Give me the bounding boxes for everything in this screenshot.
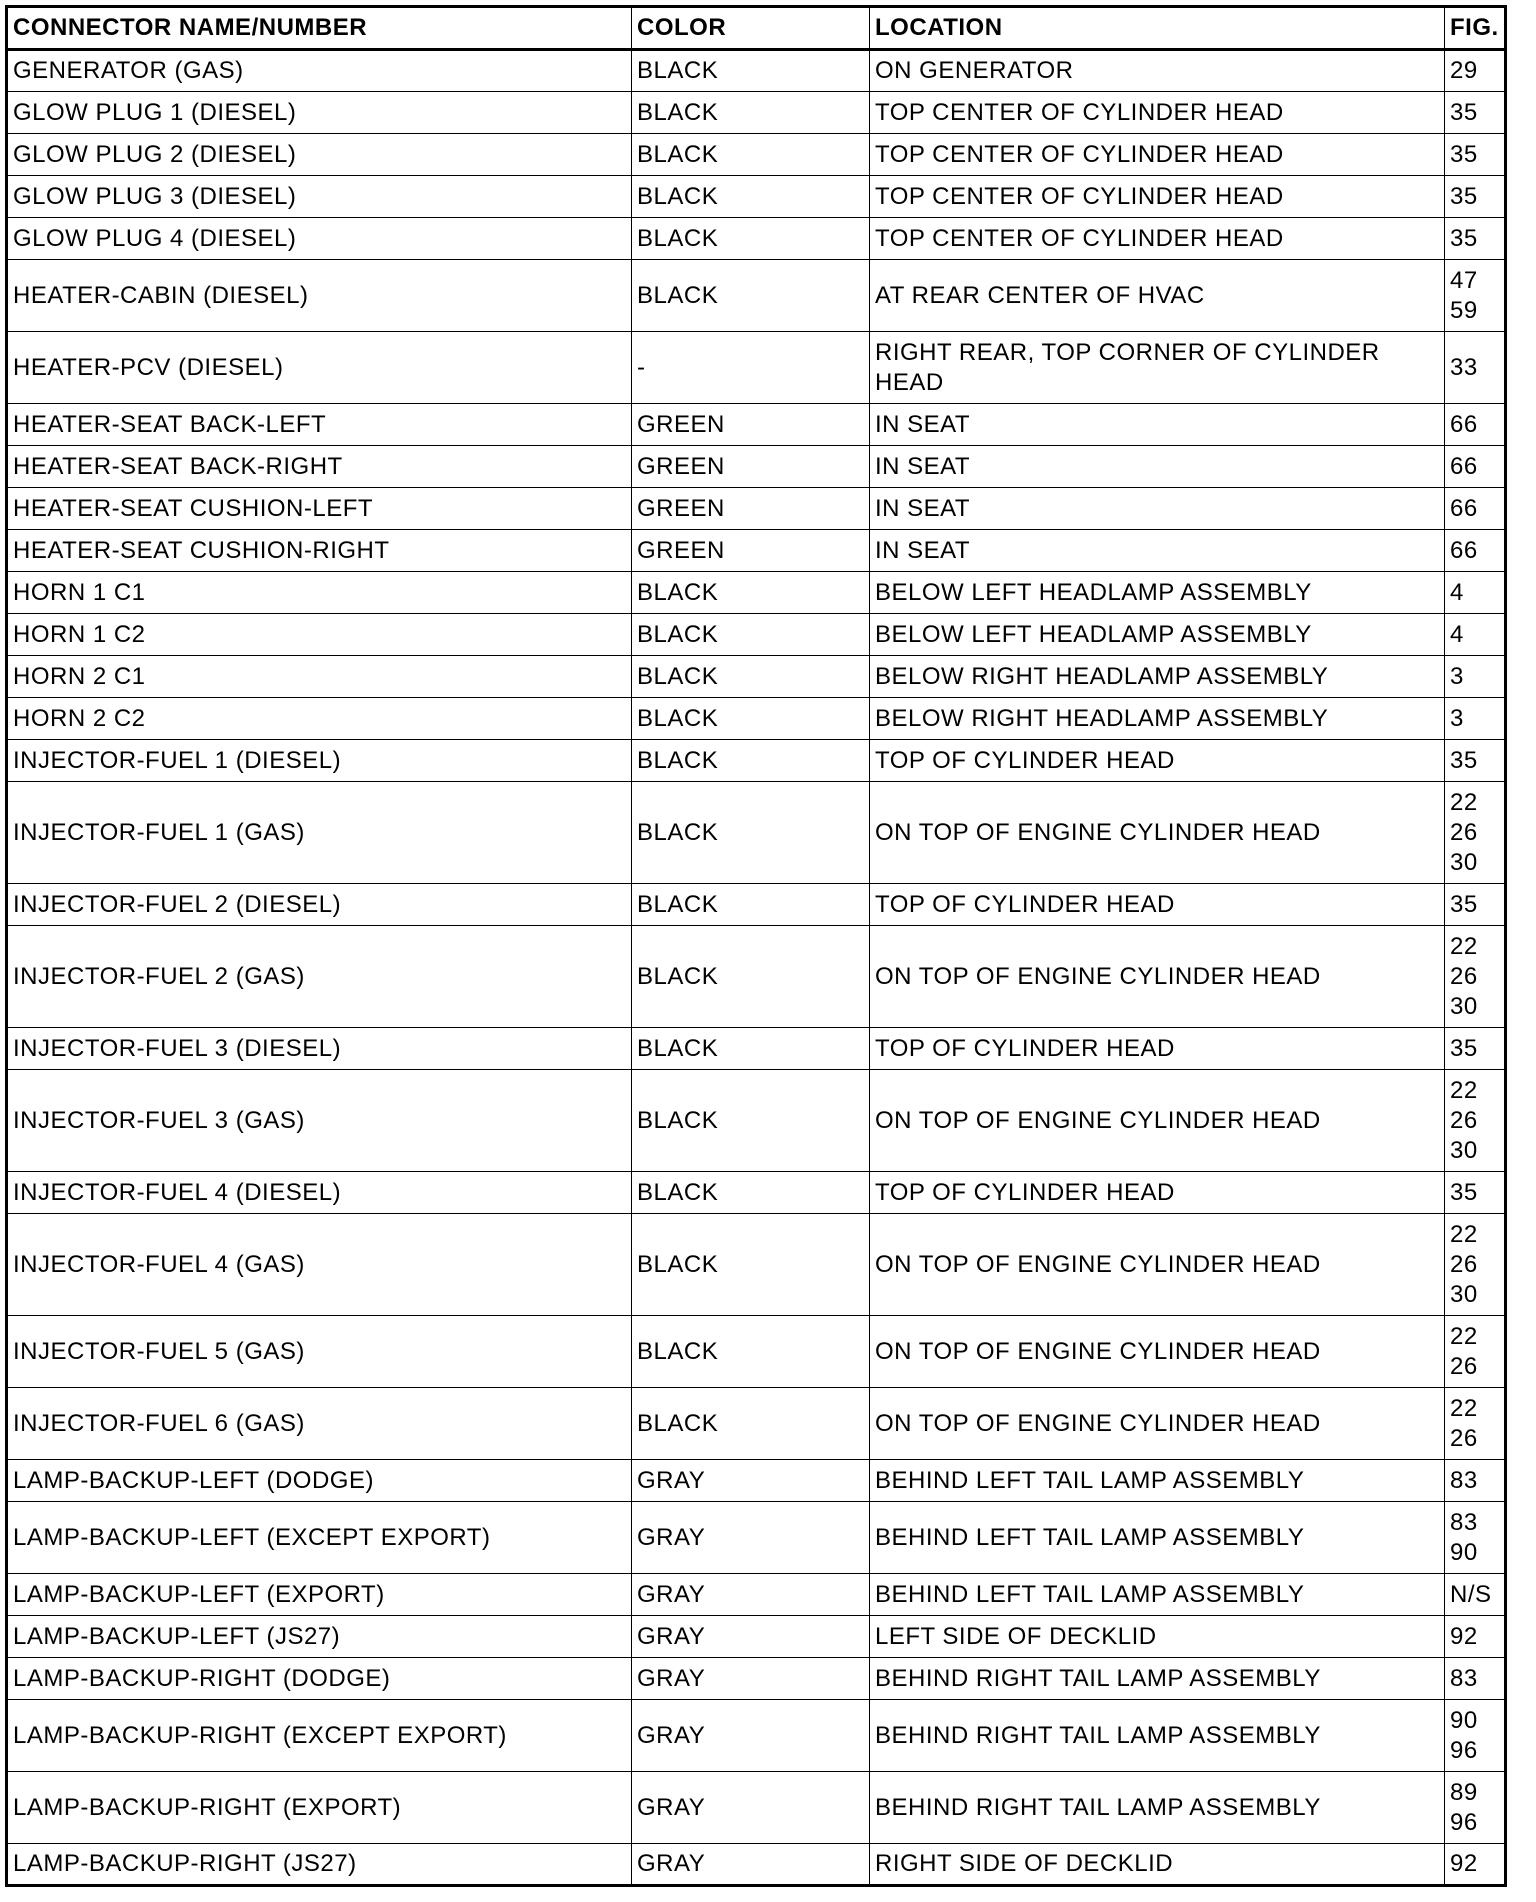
location-cell: ON TOP OF ENGINE CYLINDER HEAD bbox=[870, 1214, 1445, 1316]
fig-number: 92 bbox=[1450, 1622, 1478, 1650]
fig-cell bbox=[1445, 218, 1506, 260]
fig-number: 96 bbox=[1450, 1736, 1478, 1764]
fig-number: 92 bbox=[1450, 1850, 1478, 1877]
color-cell: BLACK bbox=[632, 92, 870, 134]
fig-number: 66 bbox=[1450, 452, 1478, 480]
color-cell: BLACK bbox=[632, 884, 870, 926]
color-cell: BLACK bbox=[632, 1028, 870, 1070]
header-fig: FIG. bbox=[1445, 7, 1506, 50]
fig-cell bbox=[1445, 1214, 1506, 1316]
fig-number: 83 bbox=[1450, 1508, 1478, 1536]
color-cell: GRAY bbox=[632, 1574, 870, 1616]
fig-cell bbox=[1445, 572, 1506, 614]
location-cell: TOP OF CYLINDER HEAD bbox=[870, 884, 1445, 926]
fig-number: 35 bbox=[1450, 224, 1478, 252]
fig-cell bbox=[1445, 260, 1506, 332]
location-cell: TOP CENTER OF CYLINDER HEAD bbox=[870, 92, 1445, 134]
color-cell: GREEN bbox=[632, 488, 870, 530]
table-row bbox=[7, 1070, 1506, 1172]
fig-cell bbox=[1445, 614, 1506, 656]
fig-number: 30 bbox=[1450, 1280, 1478, 1308]
fig-number: 33 bbox=[1450, 353, 1478, 381]
connector-name-cell: HORN 1 C2 bbox=[7, 614, 632, 656]
connector-name-cell: LAMP-BACKUP-RIGHT (EXPORT) bbox=[7, 1772, 632, 1844]
fig-number: 22 bbox=[1450, 1322, 1478, 1350]
location-cell: BEHIND LEFT TAIL LAMP ASSEMBLY bbox=[870, 1460, 1445, 1502]
color-cell: GRAY bbox=[632, 1460, 870, 1502]
fig-cell bbox=[1445, 488, 1506, 530]
fig-cell bbox=[1445, 92, 1506, 134]
connector-name-cell: INJECTOR-FUEL 4 (DIESEL) bbox=[7, 1172, 632, 1214]
table-row bbox=[7, 572, 1506, 614]
connector-name-cell: HORN 2 C2 bbox=[7, 698, 632, 740]
fig-number: 59 bbox=[1450, 296, 1478, 324]
connector-name-cell: INJECTOR-FUEL 4 (GAS) bbox=[7, 1214, 632, 1316]
fig-cell bbox=[1445, 1616, 1506, 1658]
location-cell: BEHIND LEFT TAIL LAMP ASSEMBLY bbox=[870, 1502, 1445, 1574]
table-row bbox=[7, 656, 1506, 698]
location-cell: LEFT SIDE OF DECKLID bbox=[870, 1616, 1445, 1658]
color-cell: BLACK bbox=[632, 1172, 870, 1214]
color-cell: BLACK bbox=[632, 1316, 870, 1388]
fig-cell bbox=[1445, 884, 1506, 926]
location-cell: IN SEAT bbox=[870, 488, 1445, 530]
fig-cell bbox=[1445, 1502, 1506, 1574]
fig-number: 83 bbox=[1450, 1466, 1478, 1494]
fig-cell bbox=[1445, 530, 1506, 572]
location-cell: BELOW RIGHT HEADLAMP ASSEMBLY bbox=[870, 698, 1445, 740]
fig-number: 35 bbox=[1450, 1178, 1478, 1206]
fig-number: 3 bbox=[1450, 662, 1464, 690]
fig-cell bbox=[1445, 176, 1506, 218]
fig-number: 29 bbox=[1450, 57, 1478, 84]
table-row bbox=[7, 1214, 1506, 1316]
fig-cell bbox=[1445, 1172, 1506, 1214]
table-row bbox=[7, 1574, 1506, 1616]
fig-number: 30 bbox=[1450, 1136, 1478, 1164]
color-cell: BLACK bbox=[632, 926, 870, 1028]
table-row bbox=[7, 404, 1506, 446]
table-row bbox=[7, 1844, 1506, 1886]
color-cell: BLACK bbox=[632, 218, 870, 260]
table-row bbox=[7, 1172, 1506, 1214]
connector-name-cell: GLOW PLUG 3 (DIESEL) bbox=[7, 176, 632, 218]
table-row bbox=[7, 134, 1506, 176]
table-row bbox=[7, 1772, 1506, 1844]
location-cell: IN SEAT bbox=[870, 530, 1445, 572]
fig-cell bbox=[1445, 1844, 1506, 1886]
fig-number: 90 bbox=[1450, 1706, 1478, 1734]
fig-number: 35 bbox=[1450, 182, 1478, 210]
location-cell: BELOW LEFT HEADLAMP ASSEMBLY bbox=[870, 572, 1445, 614]
connector-name-cell: GENERATOR (GAS) bbox=[7, 50, 632, 92]
connector-name-cell: INJECTOR-FUEL 1 (DIESEL) bbox=[7, 740, 632, 782]
connector-name-cell: HORN 2 C1 bbox=[7, 656, 632, 698]
table-row bbox=[7, 1388, 1506, 1460]
fig-number: 96 bbox=[1450, 1808, 1478, 1836]
table-row bbox=[7, 176, 1506, 218]
connector-name-cell: LAMP-BACKUP-RIGHT (EXCEPT EXPORT) bbox=[7, 1700, 632, 1772]
location-cell: TOP CENTER OF CYLINDER HEAD bbox=[870, 134, 1445, 176]
color-cell: BLACK bbox=[632, 50, 870, 92]
location-cell: ON TOP OF ENGINE CYLINDER HEAD bbox=[870, 782, 1445, 884]
connector-name-cell: HEATER-PCV (DIESEL) bbox=[7, 332, 632, 404]
location-cell: TOP CENTER OF CYLINDER HEAD bbox=[870, 176, 1445, 218]
table-row bbox=[7, 1616, 1506, 1658]
connector-name-cell: HEATER-SEAT CUSHION-RIGHT bbox=[7, 530, 632, 572]
color-cell: GRAY bbox=[632, 1772, 870, 1844]
fig-number: 26 bbox=[1450, 1424, 1478, 1452]
connector-name-cell: GLOW PLUG 4 (DIESEL) bbox=[7, 218, 632, 260]
table-row bbox=[7, 488, 1506, 530]
header-row bbox=[7, 7, 1506, 50]
fig-number: 47 bbox=[1450, 266, 1478, 294]
fig-cell bbox=[1445, 782, 1506, 884]
fig-number: 66 bbox=[1450, 536, 1478, 564]
table-row bbox=[7, 1028, 1506, 1070]
table-row bbox=[7, 260, 1506, 332]
fig-number: 30 bbox=[1450, 848, 1478, 876]
fig-number: 30 bbox=[1450, 992, 1478, 1020]
fig-cell bbox=[1445, 404, 1506, 446]
connector-name-cell: LAMP-BACKUP-RIGHT (DODGE) bbox=[7, 1658, 632, 1700]
location-cell: TOP OF CYLINDER HEAD bbox=[870, 740, 1445, 782]
location-cell: BELOW LEFT HEADLAMP ASSEMBLY bbox=[870, 614, 1445, 656]
fig-cell bbox=[1445, 1070, 1506, 1172]
fig-number: 22 bbox=[1450, 1220, 1478, 1248]
connector-name-cell: HEATER-CABIN (DIESEL) bbox=[7, 260, 632, 332]
color-cell: BLACK bbox=[632, 740, 870, 782]
header-color: COLOR bbox=[632, 7, 870, 50]
connector-name-cell: INJECTOR-FUEL 1 (GAS) bbox=[7, 782, 632, 884]
location-cell: RIGHT REAR, TOP CORNER OF CYLINDER HEAD bbox=[870, 332, 1445, 404]
connector-name-cell: INJECTOR-FUEL 2 (DIESEL) bbox=[7, 884, 632, 926]
color-cell: BLACK bbox=[632, 698, 870, 740]
connector-name-cell: LAMP-BACKUP-LEFT (EXCEPT EXPORT) bbox=[7, 1502, 632, 1574]
color-cell: GRAY bbox=[632, 1502, 870, 1574]
color-cell: BLACK bbox=[632, 782, 870, 884]
color-cell: GRAY bbox=[632, 1700, 870, 1772]
fig-number: 22 bbox=[1450, 1076, 1478, 1104]
fig-number: 26 bbox=[1450, 962, 1478, 990]
connector-name-cell: INJECTOR-FUEL 2 (GAS) bbox=[7, 926, 632, 1028]
fig-cell bbox=[1445, 1658, 1506, 1700]
fig-cell bbox=[1445, 1028, 1506, 1070]
location-cell: ON TOP OF ENGINE CYLINDER HEAD bbox=[870, 1388, 1445, 1460]
location-cell: TOP OF CYLINDER HEAD bbox=[870, 1028, 1445, 1070]
connector-name-cell: HEATER-SEAT BACK-LEFT bbox=[7, 404, 632, 446]
connector-name-cell: LAMP-BACKUP-LEFT (DODGE) bbox=[7, 1460, 632, 1502]
fig-number: 22 bbox=[1450, 932, 1478, 960]
header-location: LOCATION bbox=[870, 7, 1445, 50]
color-cell: BLACK bbox=[632, 134, 870, 176]
fig-cell bbox=[1445, 1388, 1506, 1460]
fig-cell bbox=[1445, 1574, 1506, 1616]
table-row bbox=[7, 218, 1506, 260]
connector-name-cell: INJECTOR-FUEL 3 (DIESEL) bbox=[7, 1028, 632, 1070]
table-row bbox=[7, 1316, 1506, 1388]
location-cell: BEHIND RIGHT TAIL LAMP ASSEMBLY bbox=[870, 1772, 1445, 1844]
fig-number: 26 bbox=[1450, 1106, 1478, 1134]
fig-number: 35 bbox=[1450, 140, 1478, 168]
fig-number: 3 bbox=[1450, 704, 1464, 732]
table-row bbox=[7, 614, 1506, 656]
fig-number: 89 bbox=[1450, 1778, 1478, 1806]
fig-cell bbox=[1445, 656, 1506, 698]
fig-number: 4 bbox=[1450, 620, 1464, 648]
location-cell: ON TOP OF ENGINE CYLINDER HEAD bbox=[870, 1070, 1445, 1172]
color-cell: BLACK bbox=[632, 1214, 870, 1316]
fig-cell bbox=[1445, 446, 1506, 488]
color-cell: GRAY bbox=[632, 1616, 870, 1658]
connector-table bbox=[5, 5, 1507, 1887]
fig-cell bbox=[1445, 1700, 1506, 1772]
location-cell: IN SEAT bbox=[870, 404, 1445, 446]
color-cell: BLACK bbox=[632, 176, 870, 218]
color-cell: BLACK bbox=[632, 1070, 870, 1172]
table-body bbox=[7, 50, 1506, 1886]
color-cell: BLACK bbox=[632, 572, 870, 614]
location-cell: RIGHT SIDE OF DECKLID bbox=[870, 1844, 1445, 1886]
color-cell: GREEN bbox=[632, 446, 870, 488]
fig-number: 66 bbox=[1450, 494, 1478, 522]
color-cell: GREEN bbox=[632, 404, 870, 446]
table-row bbox=[7, 1700, 1506, 1772]
fig-cell bbox=[1445, 1772, 1506, 1844]
color-cell: BLACK bbox=[632, 1388, 870, 1460]
location-cell: BEHIND RIGHT TAIL LAMP ASSEMBLY bbox=[870, 1658, 1445, 1700]
color-cell: GRAY bbox=[632, 1844, 870, 1886]
fig-number: 66 bbox=[1450, 410, 1478, 438]
location-cell: BELOW RIGHT HEADLAMP ASSEMBLY bbox=[870, 656, 1445, 698]
fig-number: 90 bbox=[1450, 1538, 1478, 1566]
fig-number: 35 bbox=[1450, 1034, 1478, 1062]
connector-name-cell: LAMP-BACKUP-RIGHT (JS27) bbox=[7, 1844, 632, 1886]
connector-name-cell: INJECTOR-FUEL 5 (GAS) bbox=[7, 1316, 632, 1388]
location-cell: ON TOP OF ENGINE CYLINDER HEAD bbox=[870, 1316, 1445, 1388]
connector-name-cell: INJECTOR-FUEL 6 (GAS) bbox=[7, 1388, 632, 1460]
fig-cell bbox=[1445, 50, 1506, 92]
connector-name-cell: GLOW PLUG 1 (DIESEL) bbox=[7, 92, 632, 134]
connector-name-cell: LAMP-BACKUP-LEFT (JS27) bbox=[7, 1616, 632, 1658]
location-cell: TOP CENTER OF CYLINDER HEAD bbox=[870, 218, 1445, 260]
location-cell: BEHIND RIGHT TAIL LAMP ASSEMBLY bbox=[870, 1700, 1445, 1772]
connector-name-cell: HEATER-SEAT CUSHION-LEFT bbox=[7, 488, 632, 530]
fig-cell bbox=[1445, 1316, 1506, 1388]
fig-number: 22 bbox=[1450, 1394, 1478, 1422]
fig-number: 26 bbox=[1450, 1250, 1478, 1278]
table-row bbox=[7, 884, 1506, 926]
header-connector-name: CONNECTOR NAME/NUMBER bbox=[7, 7, 632, 50]
connector-name-cell: LAMP-BACKUP-LEFT (EXPORT) bbox=[7, 1574, 632, 1616]
color-cell: BLACK bbox=[632, 656, 870, 698]
fig-cell bbox=[1445, 698, 1506, 740]
fig-number: 4 bbox=[1450, 578, 1464, 606]
fig-number: 35 bbox=[1450, 890, 1478, 918]
fig-cell bbox=[1445, 926, 1506, 1028]
fig-number: N/S bbox=[1450, 1580, 1492, 1608]
fig-number: 35 bbox=[1450, 746, 1478, 774]
fig-number: 35 bbox=[1450, 98, 1478, 126]
table-row bbox=[7, 446, 1506, 488]
location-cell: ON TOP OF ENGINE CYLINDER HEAD bbox=[870, 926, 1445, 1028]
fig-cell bbox=[1445, 332, 1506, 404]
location-cell: TOP OF CYLINDER HEAD bbox=[870, 1172, 1445, 1214]
table-row bbox=[7, 50, 1506, 92]
location-cell: BEHIND LEFT TAIL LAMP ASSEMBLY bbox=[870, 1574, 1445, 1616]
table-row bbox=[7, 698, 1506, 740]
connector-name-cell: HORN 1 C1 bbox=[7, 572, 632, 614]
color-cell: GREEN bbox=[632, 530, 870, 572]
connector-name-cell: INJECTOR-FUEL 3 (GAS) bbox=[7, 1070, 632, 1172]
table-row bbox=[7, 740, 1506, 782]
table-row bbox=[7, 530, 1506, 572]
color-cell: - bbox=[632, 332, 870, 404]
fig-number: 83 bbox=[1450, 1664, 1478, 1692]
color-cell: BLACK bbox=[632, 614, 870, 656]
table-row bbox=[7, 1502, 1506, 1574]
fig-number: 26 bbox=[1450, 1352, 1478, 1380]
fig-cell bbox=[1445, 1460, 1506, 1502]
location-cell: AT REAR CENTER OF HVAC bbox=[870, 260, 1445, 332]
connector-name-cell: HEATER-SEAT BACK-RIGHT bbox=[7, 446, 632, 488]
fig-cell bbox=[1445, 740, 1506, 782]
location-cell: IN SEAT bbox=[870, 446, 1445, 488]
fig-number: 22 bbox=[1450, 788, 1478, 816]
table-row bbox=[7, 332, 1506, 404]
table-row bbox=[7, 1460, 1506, 1502]
fig-number: 26 bbox=[1450, 818, 1478, 846]
connector-name-cell: GLOW PLUG 2 (DIESEL) bbox=[7, 134, 632, 176]
color-cell: BLACK bbox=[632, 260, 870, 332]
table-row bbox=[7, 782, 1506, 884]
table-row bbox=[7, 1658, 1506, 1700]
table-row bbox=[7, 926, 1506, 1028]
fig-cell bbox=[1445, 134, 1506, 176]
color-cell: GRAY bbox=[632, 1658, 870, 1700]
location-cell: ON GENERATOR bbox=[870, 50, 1445, 92]
table-row bbox=[7, 92, 1506, 134]
